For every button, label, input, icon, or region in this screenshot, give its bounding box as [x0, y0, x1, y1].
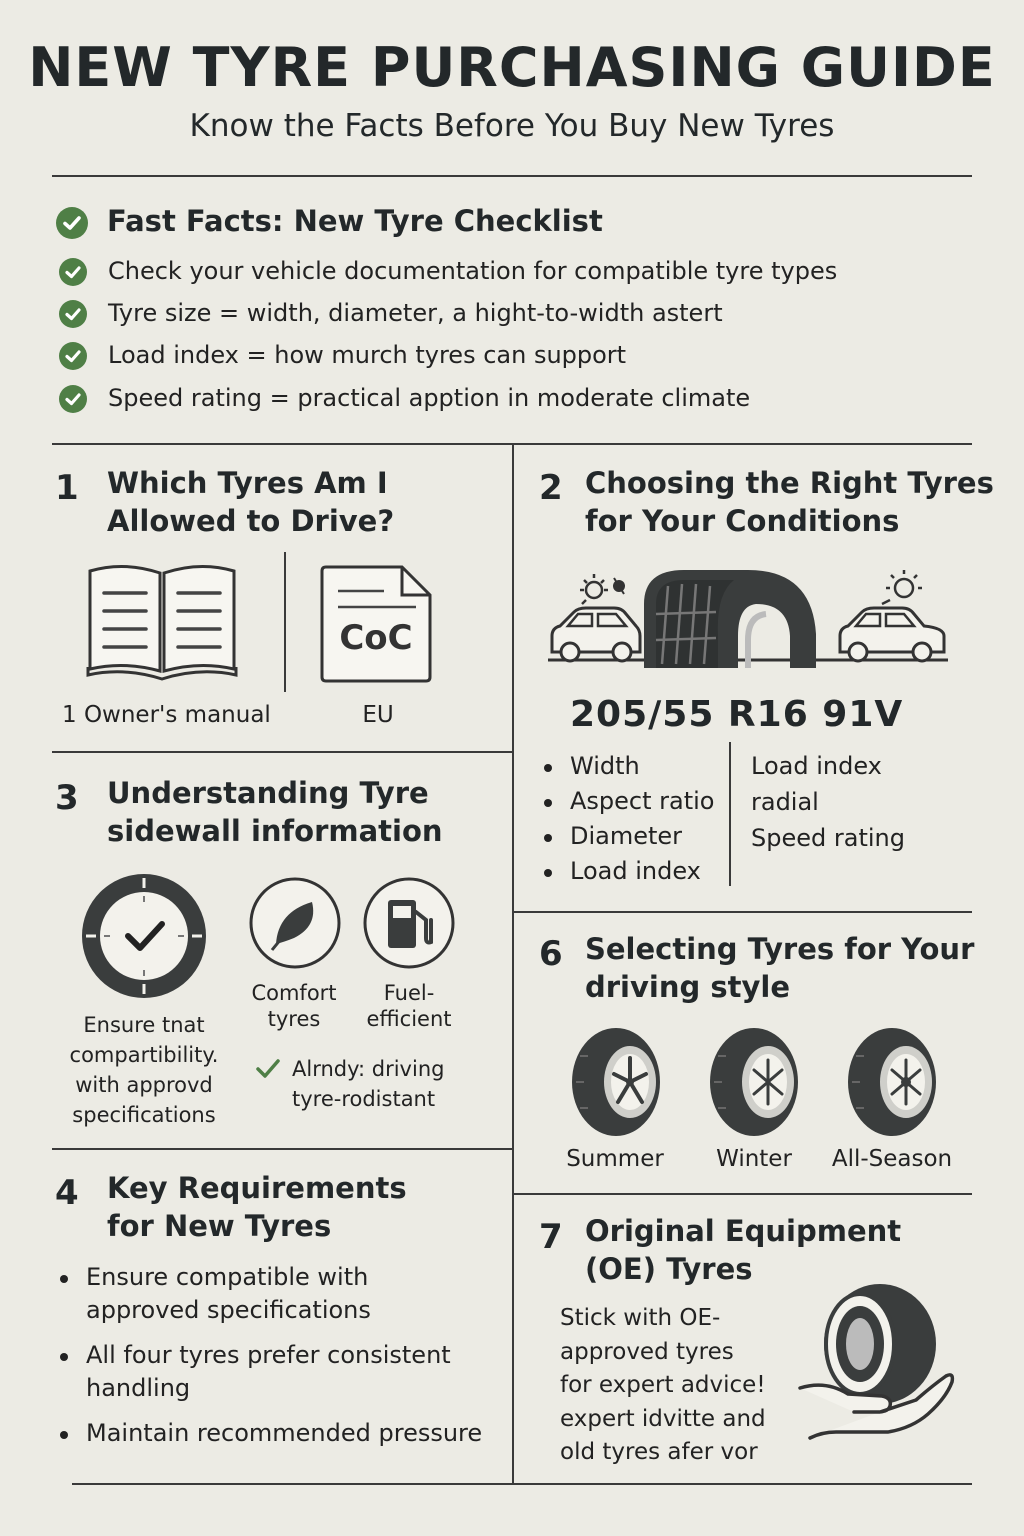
check-icon — [256, 1058, 280, 1080]
winter-tyre-icon — [708, 1026, 800, 1138]
section-title: Key Requirements for New Tyres — [107, 1171, 407, 1243]
check-icon — [56, 207, 88, 239]
page-subtitle: Know the Facts Before You Buy New Tyres — [189, 108, 835, 144]
requirements-list — [56, 1261, 486, 1462]
open-book-icon — [84, 563, 240, 685]
comfort-label: Comfort tyres — [251, 981, 337, 1031]
divider — [52, 175, 972, 177]
check-icon — [59, 300, 87, 328]
section-number: 7 — [539, 1217, 563, 1257]
section-title: Understanding Tyre sidewall information — [107, 776, 443, 848]
column-divider — [512, 443, 514, 1484]
tyre-conditions-illustration — [544, 564, 954, 676]
divider — [512, 1193, 972, 1195]
divider — [729, 742, 731, 886]
list-item: Width — [540, 750, 730, 783]
list-item: radial — [751, 788, 819, 816]
car-icon — [840, 608, 944, 661]
divider — [52, 751, 512, 753]
divider — [72, 1483, 972, 1485]
divider — [512, 911, 972, 913]
fuel-pump-icon — [362, 876, 456, 970]
car-icon — [552, 608, 640, 661]
list-item: Load index — [751, 752, 882, 780]
coc-label: CoC — [339, 618, 413, 658]
tyre-type-label: All-Season — [831, 1146, 953, 1172]
section-title: Original Equipment (OE) Tyres — [585, 1214, 902, 1286]
divider — [52, 1148, 512, 1150]
fuel-efficient-label: Fuel- efficient — [366, 981, 452, 1031]
hand-holding-tyre-icon — [796, 1282, 958, 1442]
list-item: Maintain recommended pressure — [56, 1417, 486, 1450]
gauge-check-icon — [78, 870, 210, 1002]
list-item: Aspect ratio — [540, 785, 730, 818]
tyre-icon — [644, 570, 816, 668]
section-title: Selecting Tyres for Your driving style — [585, 932, 975, 1004]
page-title: NEW TYRE PURCHASING GUIDE — [28, 36, 996, 99]
owners-manual-label: 1 Owner's manual — [62, 702, 271, 728]
check-icon — [59, 342, 87, 370]
section-number: 6 — [539, 934, 563, 974]
fast-fact-item: Speed rating = practical apption in moderate climate — [108, 384, 751, 412]
section-number: 2 — [539, 468, 563, 508]
section-title: Which Tyres Am I Allowed to Drive? — [107, 466, 395, 538]
sidewall-note: Alrndy: driving tyre-rodistant — [292, 1057, 445, 1111]
section-number: 4 — [55, 1173, 79, 1213]
list-item: Ensure compatible with approved specifications — [56, 1261, 486, 1327]
oe-description: Stick with OE- approved tyres for expert advice! expert idvitte and old tyres afer vor — [560, 1305, 766, 1465]
list-item: Load index — [540, 855, 730, 888]
tyre-type-label: Winter — [716, 1146, 792, 1172]
section-number: 1 — [55, 468, 79, 508]
divider — [284, 552, 286, 692]
section-number: 3 — [55, 778, 79, 818]
section-title: Choosing the Right Tyres for Your Conditions — [585, 466, 994, 538]
leaf-icon — [248, 876, 342, 970]
eu-label: EU — [362, 702, 394, 728]
tyre-size-code: 205/55 R16 91V — [570, 694, 904, 735]
sun-icon — [882, 570, 922, 604]
fast-facts-title: Fast Facts: New Tyre Checklist — [107, 204, 603, 238]
gauge-caption: Ensure tnat compartibility. with approvd specifications — [69, 1013, 219, 1127]
list-item: All four tyres prefer consistent handling — [56, 1339, 486, 1405]
list-item: Diameter — [540, 820, 730, 853]
size-parts-list — [540, 750, 730, 890]
fast-fact-item: Tyre size = width, diameter, a hight-to-width astert — [108, 299, 723, 327]
fast-fact-item: Load index = how murch tyres can support — [108, 341, 627, 369]
check-icon — [59, 385, 87, 413]
all-season-tyre-icon — [846, 1026, 938, 1138]
list-item: Speed rating — [751, 824, 905, 852]
check-icon — [59, 258, 87, 286]
size-parts-list-right — [751, 748, 905, 856]
fast-fact-item: Check your vehicle documentation for compatible tyre types — [108, 257, 838, 285]
tyre-type-label: Summer — [566, 1146, 664, 1172]
summer-tyre-icon — [570, 1026, 662, 1138]
